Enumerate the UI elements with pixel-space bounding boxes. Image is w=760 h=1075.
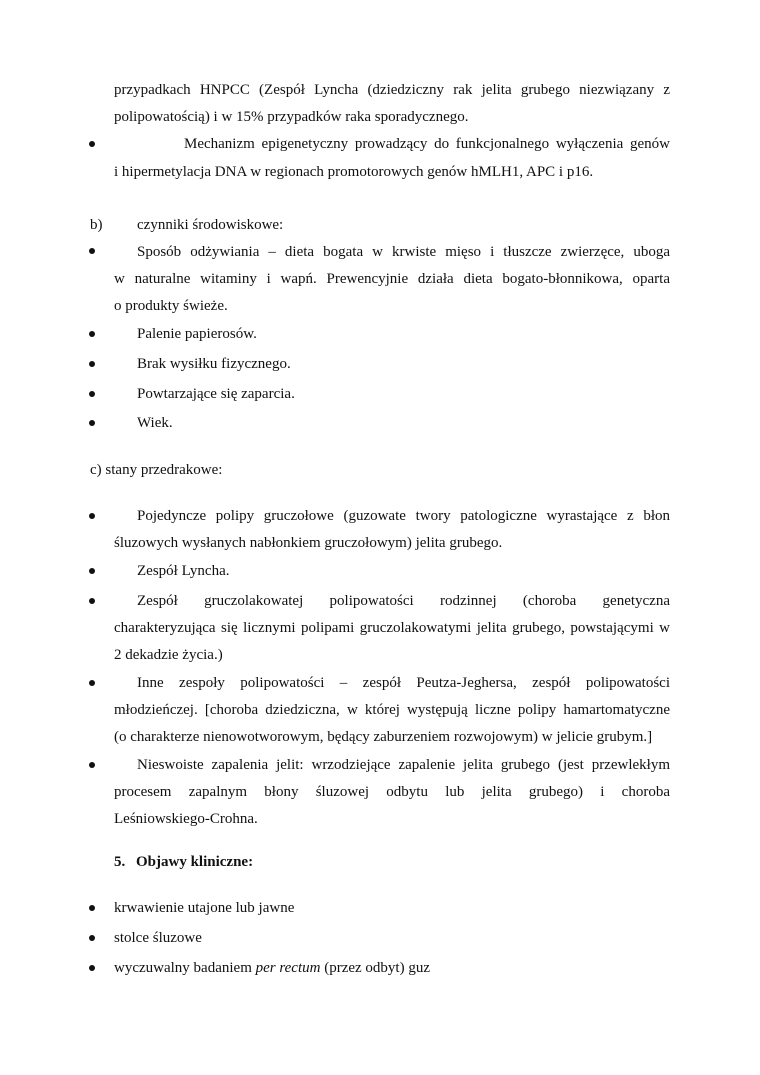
bullet-icon	[89, 598, 97, 606]
bullet-icon	[89, 331, 97, 339]
section-5-number: 5.	[114, 854, 126, 870]
bullet-icon	[89, 568, 97, 576]
other-syndromes-line-1: Inne zespoły polipowatości – zespół Peutza-Jeghersa, zespół polipowatości	[137, 675, 670, 691]
diet-line-1: Sposób odżywiania – dieta bogata w krwiste mięso i tłuszcze zwierzęce, uboga	[137, 244, 670, 260]
smoking-item: Palenie papierosów.	[137, 326, 257, 342]
lynch-item: Zespół Lyncha.	[137, 563, 230, 579]
section-5-title: Objawy kliniczne:	[136, 854, 254, 870]
exercise-item: Brak wysiłku fizycznego.	[137, 356, 291, 372]
intro-line-2: polipowatością) i w 15% przypadków raka sporadycznego.	[114, 109, 469, 125]
other-syndromes-line-3: (o charakterze nienowotworowym, będący zaburzeniem rozwojowym) w jelicie grubym.]	[114, 729, 653, 745]
bullet-icon	[89, 361, 97, 369]
bullet-icon	[89, 513, 97, 521]
fap-line-2: charakteryzująca się licznymi polipami gruczolakowatymi jelita grubego, powstającymi w	[114, 620, 670, 636]
bullet-icon	[89, 762, 97, 770]
bullet-icon	[89, 141, 97, 149]
polyps-line-2: śluzowych wysłanych nabłonkiem gruczołowym) jelita grubego.	[114, 535, 503, 551]
symptom-text-post: (przez odbyt) guz	[320, 960, 431, 976]
symptom-text-italic: per rectum	[255, 960, 321, 976]
bullet-icon	[89, 420, 97, 428]
bullet-icon	[89, 248, 97, 256]
section-c-title: c) stany przedrakowe:	[90, 462, 223, 478]
constipation-item: Powtarzające się zaparcia.	[137, 386, 295, 402]
intro-line-1: przypadkach HNPCC (Zespół Lyncha (dziedziczny rak jelita grubego niezwiązany z	[114, 82, 670, 98]
fap-line-3: 2 dekadzie życia.)	[114, 647, 223, 663]
epigenetic-line-2: i hipermetylacja DNA w regionach promotorowych genów hMLH1, APC i p16.	[114, 164, 594, 180]
bullet-icon	[89, 680, 97, 688]
symptom-text-pre: wyczuwalny badaniem	[114, 960, 256, 976]
diet-line-3: o produkty świeże.	[114, 298, 228, 314]
section-b-marker: b)	[90, 217, 103, 233]
bullet-icon	[89, 965, 97, 973]
epigenetic-line-1: Mechanizm epigenetyczny prowadzący do funkcjonalnego wyłączenia genów	[184, 136, 670, 152]
bullet-icon	[89, 905, 97, 913]
diet-line-2: w naturalne witaminy i wapń. Prewencyjnie działa dieta bogato-błonnikowa, oparta	[114, 271, 670, 287]
section-b-title: czynniki środowiskowe:	[137, 217, 284, 233]
symptom-palpable-tumor	[114, 958, 430, 978]
ibd-line-2: procesem zapalnym błony śluzowej odbytu lub jelita grubego) i choroba	[114, 784, 670, 800]
bullet-icon	[89, 391, 97, 399]
polyps-line-1: Pojedyncze polipy gruczołowe (guzowate twory patologiczne wyrastające z błon	[137, 508, 670, 524]
fap-line-1: Zespół gruczolakowatej polipowatości rodzinnej (choroba genetyczna	[137, 593, 670, 609]
bullet-icon	[89, 935, 97, 943]
ibd-line-1: Nieswoiste zapalenia jelit: wrzodziejące zapalenie jelita grubego (jest przewlekłym	[137, 757, 670, 773]
other-syndromes-line-2: młodzieńczej. [choroba dziedziczna, w której występują liczne polipy hamartomatyczne	[114, 702, 670, 718]
symptom-mucus: stolce śluzowe	[114, 930, 202, 946]
symptom-bleeding: krwawienie utajone lub jawne	[114, 900, 295, 916]
ibd-line-3: Leśniowskiego-Crohna.	[114, 811, 258, 827]
age-item: Wiek.	[137, 415, 173, 431]
